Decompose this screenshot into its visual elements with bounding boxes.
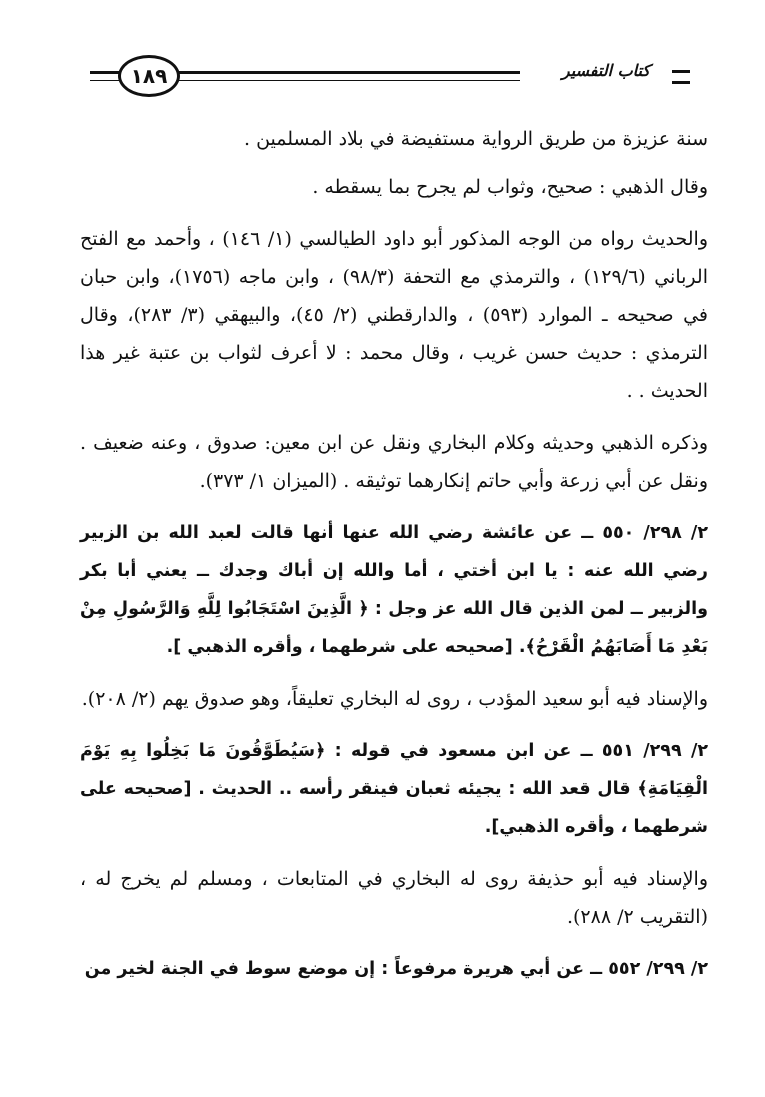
paragraph: سنة عزيزة من طريق الرواية مستفيضة في بلاد المسلمين . bbox=[244, 128, 708, 150]
hadith-entry: ٢/ ٢٩٩/ ٥٥٢ ــ عن أبي هريرة مرفوعاً : إن موضع سوط في الجنة لخير من bbox=[84, 959, 708, 979]
book-title: كتاب التفسير bbox=[561, 61, 650, 80]
header-corner-mark bbox=[672, 70, 690, 84]
paragraph: وذكره الذهبي وحديثه وكلام البخاري ونقل عن ابن معين: صدوق ، وعنه ضعيف . ونقل عن أبي زرعة وأبي حاتم إنكارهما توثيقه . (الميزان ١/ ٣٧٣). bbox=[80, 432, 708, 492]
page-header bbox=[90, 55, 690, 100]
paragraph: وقال الذهبي : صحيح، وثواب لم يجرح بما يسقطه . bbox=[312, 176, 708, 198]
hadith-entry: ٢/ ٢٩٨/ ٥٥٠ ــ عن عائشة رضي الله عنها أنها قالت لعبد الله بن الزبير رضي الله عنه : يا ابن أختي ، أما والله إن أباك وجدك ــ يعني أبا بكر والزبير ــ لمن الذين قال الله عز وجل : ﴿ الَّذِينَ اسْتَجَابُوا لِلَّهِ وَالرَّسُولِ مِنْ بَعْدِ مَا أَصَابَهُمُ الْقَرْحُ﴾. [صحيحه على شرطهما ، وأقره الذهبي ]. bbox=[80, 523, 708, 657]
paragraph: والإسناد فيه أبو حذيفة روى له البخاري في المتابعات ، ومسلم لم يخرج له ، (التقريب ٢/ ٢٨٨). bbox=[80, 868, 708, 928]
header-rule bbox=[170, 71, 520, 81]
paragraph: والإسناد فيه أبو سعيد المؤدب ، روى له البخاري تعليقاً، وهو صدوق يهم (٢/ ٢٠٨). bbox=[81, 688, 708, 710]
header-rule-left bbox=[90, 71, 120, 81]
hadith-entry: ٢/ ٢٩٩/ ٥٥١ ــ عن ابن مسعود في قوله : ﴿سَيُطَوَّقُونَ مَا بَخِلُوا بِهِ يَوْمَ الْقِيَامَةِ﴾ قال قعد الله : يجيئه ثعبان فينقر رأسه .. الحديث . [صحيحه على شرطهما ، وأقره الذهبي]. bbox=[80, 741, 709, 837]
page-number: ١٨٩ bbox=[118, 55, 180, 97]
page-body bbox=[80, 120, 708, 1002]
paragraph: والحديث رواه من الوجه المذكور أبو داود الطيالسي (١/ ١٤٦) ، وأحمد مع الفتح الرباني (١٢٩/٦) ، والترمذي مع التحفة (٩٨/٣) ، وابن ماجه (١٧٥٦)، وابن حبان في صحيحه ـ الموارد (٥٩٣) ، والدارقطني (٢/ ٤٥)، والبيهقي (٣/ ٢٨٣)، وقال الترمذي : حديث حسن غريب ، وقال محمد : لا أعرف لثواب بن عتبة غير هذا الحديث . . bbox=[80, 228, 709, 402]
